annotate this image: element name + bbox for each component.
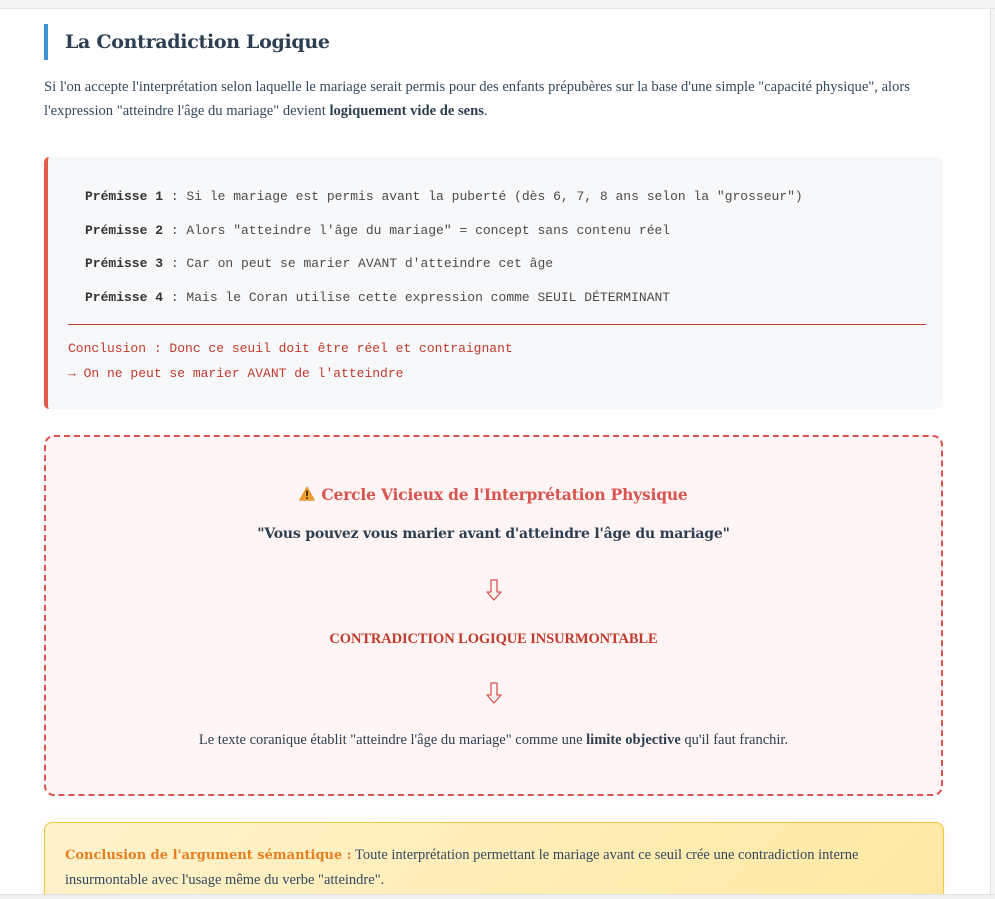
premise-text: : Alors "atteindre l'âge du mariage" = concept sans contenu réel [163, 223, 671, 238]
final-conclusion-label: Conclusion de l'argument sémantique : [65, 848, 352, 863]
section-title: La Contradiction Logique [65, 31, 330, 53]
premise-text: : Mais le Coran utilise cette expression comme SEUIL DÉTERMINANT [163, 290, 671, 305]
conclusion-line-2: → On ne peut se marier AVANT de l'atteindre [68, 366, 404, 381]
vicious-circle-footer [46, 732, 941, 749]
premise-label: Prémisse 2 [85, 223, 164, 238]
down-arrow-icon [486, 579, 502, 601]
contradiction-statement: CONTRADICTION LOGIQUE INSURMONTABLE [329, 631, 658, 647]
intro-emphasis: logiquement vide de sens [329, 103, 484, 119]
vicious-circle-quote: "Vous pouvez vous marier avant d'atteindre l'âge du mariage" [257, 526, 730, 542]
premises-box [44, 157, 943, 409]
footer-emphasis: limite objective [586, 732, 681, 748]
article-page [0, 9, 991, 894]
premise-label: Prémisse 3 [85, 256, 164, 271]
premise-label: Prémisse 1 [85, 189, 164, 204]
footer-end: qu'il faut franchir. [680, 732, 789, 748]
premise-2 [85, 223, 670, 238]
intro-paragraph [44, 75, 949, 123]
premise-4 [85, 290, 670, 305]
warning-icon [299, 486, 315, 501]
footer-text: Le texte coranique établit "atteindre l'âge du mariage" comme une [198, 732, 587, 748]
intro-end: . [483, 103, 488, 119]
vicious-circle-title-text: Cercle Vicieux de l'Interprétation Physique [321, 485, 688, 504]
top-strip [0, 0, 995, 9]
intro-text: Si l'on accepte l'interprétation selon laquelle le mariage serait permis pour des enfants prépubères sur la base d'une simple "capacité physique", alors l'expression "atteindre l'âge du mariage" devient [44, 79, 910, 119]
final-conclusion-text: Toute interprétation permettant le mariage avant ce seuil crée une contradiction interne insurmontable avec l'usage même du verbe "atteindre". [65, 847, 859, 888]
vicious-circle-title [46, 485, 941, 504]
bottom-strip [0, 894, 995, 899]
down-arrow-icon [486, 682, 502, 704]
conclusion-line-1: Conclusion : Donc ce seuil doit être réel et contraignant [68, 341, 513, 356]
premise-text: : Si le mariage est permis avant la puberté (dès 6, 7, 8 ans selon la "grosseur") [163, 189, 803, 204]
premise-text: : Car on peut se marier AVANT d'atteindre cet âge [163, 256, 554, 271]
premise-1 [85, 189, 803, 204]
final-conclusion-box [44, 822, 944, 894]
premise-3 [85, 256, 553, 271]
premises-divider [68, 324, 926, 325]
premise-label: Prémisse 4 [85, 290, 164, 305]
vicious-circle-box [44, 435, 943, 796]
section-heading [44, 24, 330, 60]
